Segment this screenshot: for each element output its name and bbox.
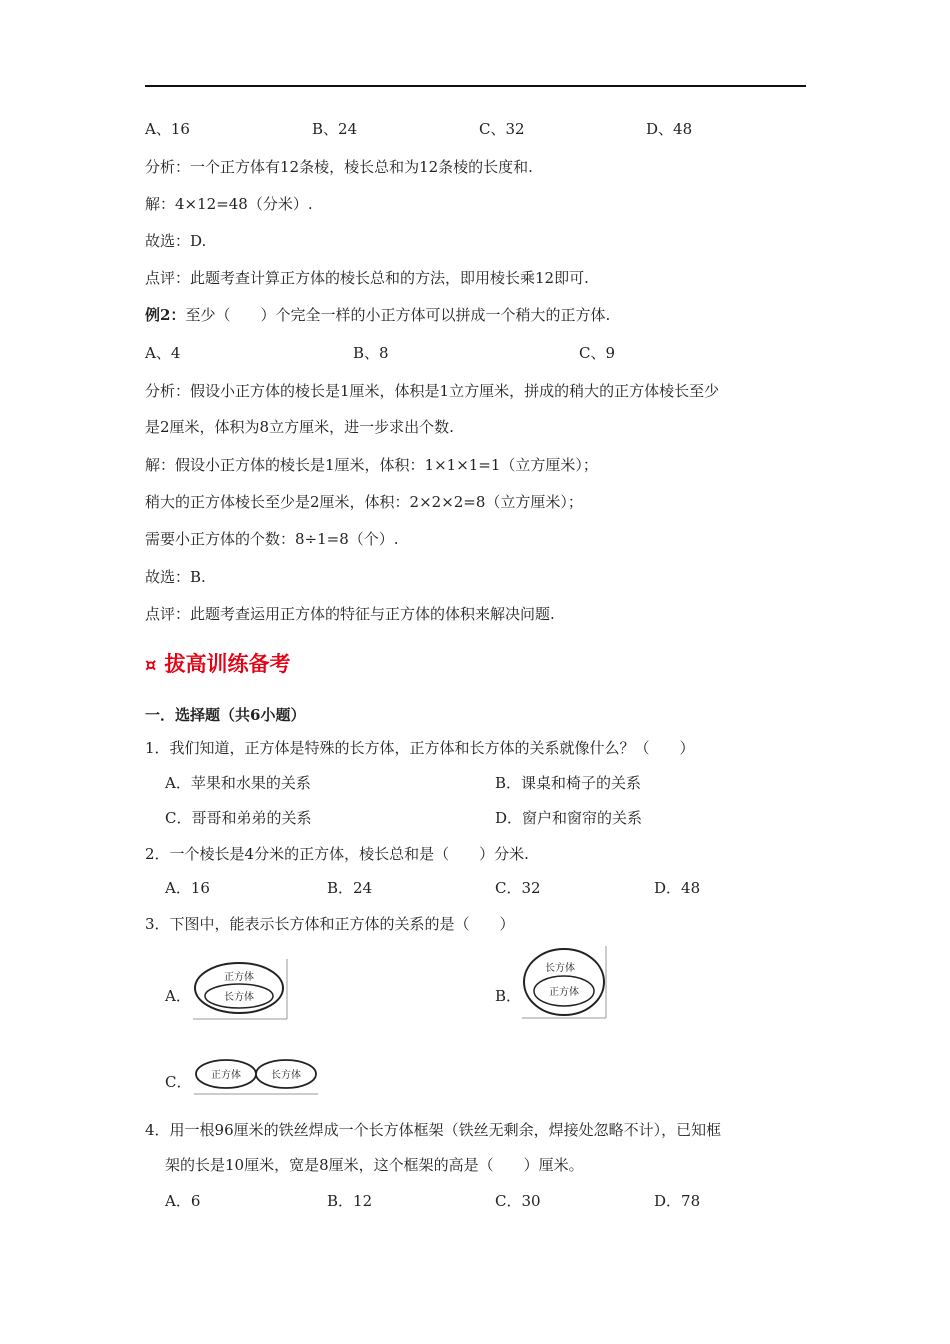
question-4-option-c: C．30 [495, 1192, 541, 1210]
question-3-option-c: C． [165, 1073, 192, 1091]
example2-comment: 点评：此题考查运用正方体的特征与正方体的体积来解决问题. [145, 605, 555, 623]
question-2-stem: 2．一个棱长是4分米的正方体，棱长总和是（ ）分米. [145, 845, 529, 863]
example2-answer: 故选：B. [145, 568, 206, 586]
question-2-option-a: A．16 [165, 879, 210, 897]
example2-label: 例2： [145, 306, 186, 324]
header-rule [145, 85, 806, 87]
question-1-option-d: D．窗户和窗帘的关系 [495, 809, 643, 827]
question-1-stem: 1．我们知道，正方体是特殊的长方体，正方体和长方体的关系就像什么？（ ） [145, 739, 695, 757]
question-3-option-a: A． [165, 987, 191, 1005]
question-1-option-a: A．苹果和水果的关系 [165, 774, 311, 792]
venn-c-left-label: 正方体 [211, 1070, 241, 1081]
venn-b-outer-label: 长方体 [545, 963, 575, 974]
question-2-option-d: D．48 [654, 879, 701, 897]
example2-solution-line2: 稍大的正方体棱长至少是2厘米，体积：2×2×2=8（立方厘米）； [145, 493, 583, 511]
question-4-option-b: B．12 [327, 1192, 373, 1210]
section-heading [145, 648, 290, 678]
venn-a-inner-label: 长方体 [224, 992, 254, 1003]
question-1-option-c: C．哥哥和弟弟的关系 [165, 809, 312, 827]
question-2-option-c: C．32 [495, 879, 541, 897]
example1-option-b: B、24 [312, 120, 358, 138]
question-3-stem: 3．下图中，能表示长方体和正方体的关系的是（ ） [145, 915, 515, 933]
question-3-option-b: B． [495, 987, 522, 1005]
example1-option-c: C、32 [479, 120, 525, 138]
venn-b-outer-ellipse [524, 949, 604, 1015]
question-4-option-a: A．6 [165, 1192, 201, 1210]
example2-option-b: B、8 [353, 344, 389, 362]
choice-subheading: 一．选择题（共6小题） [145, 706, 306, 724]
example2-solution-line1: 解：假设小正方体的棱长是1厘米，体积：1×1×1=1（立方厘米）； [145, 456, 598, 474]
example2-analysis-line1: 分析：假设小正方体的棱长是1厘米，体积是1立方厘米，拼成的稍大的正方体棱长至少 [145, 382, 720, 400]
venn-figure-a [192, 956, 288, 1020]
example2-analysis-line2: 是2厘米，体积为8立方厘米，进一步求出个数. [145, 418, 454, 436]
example1-option-d: D、48 [646, 120, 693, 138]
example2-option-c: C、9 [579, 344, 616, 362]
question-1-option-b: B．课桌和椅子的关系 [495, 774, 642, 792]
example1-answer: 故选：D. [145, 232, 207, 250]
example1-comment: 点评：此题考查计算正方体的棱长总和的方法，即用棱长乘12即可. [145, 269, 589, 287]
venn-a-outer-ellipse [195, 963, 283, 1013]
section-title: 拔高训练备考 [164, 652, 291, 676]
question-4-option-d: D．78 [654, 1192, 701, 1210]
venn-c-right-label: 长方体 [271, 1070, 301, 1081]
venn-a-outer-label: 正方体 [224, 972, 254, 983]
venn-b-inner-label: 正方体 [549, 987, 579, 998]
example1-analysis: 分析：一个正方体有12条棱，棱长总和为12条棱的长度和. [145, 158, 533, 176]
question-4-stem-line2: 架的长是10厘米，宽是8厘米，这个框架的高是（ ）厘米。 [165, 1156, 584, 1174]
example1-solution: 解：4×12=48（分米）. [145, 195, 313, 213]
venn-figure-c [192, 1054, 320, 1096]
example2-question-line [145, 305, 610, 325]
example2-question: 至少（ ）个完全一样的小正方体可以拼成一个稍大的正方体. [185, 306, 611, 324]
example2-solution-line3: 需要小正方体的个数：8÷1=8（个）. [145, 530, 399, 548]
example1-option-a: A、16 [145, 120, 190, 138]
question-4-stem-line1: 4．用一根96厘米的铁丝焊成一个长方体框架（铁丝无剩余，焊接处忽略不计），已知框 [145, 1121, 722, 1139]
example2-option-a: A、4 [145, 344, 181, 362]
question-2-option-b: B．24 [327, 879, 373, 897]
venn-figure-b [520, 944, 608, 1020]
section-mark-icon: ¤ [145, 655, 157, 676]
